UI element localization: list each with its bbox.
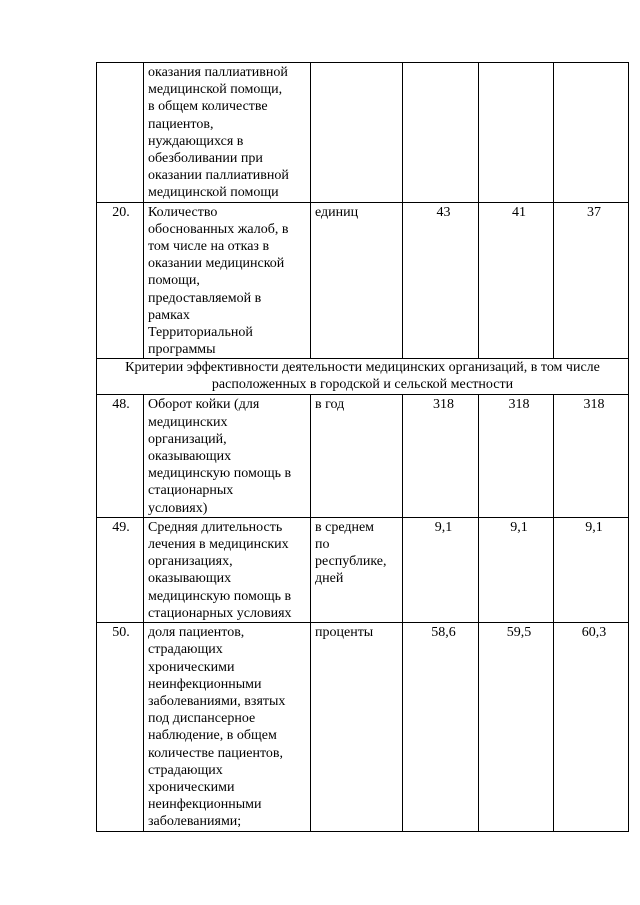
table-row [97, 517, 629, 622]
indicator-name: оказания паллиативной медицинской помощи, в общем количестве пациентов, нуждающихся в обезболивании при оказании паллиативной медицинской помощи [144, 63, 311, 203]
value-year-2 [479, 63, 554, 203]
indicator-name: доля пациентов, страдающих хроническими неинфекционными заболеваниями, взятых под диспансерное наблюдение, в общем количестве пациентов, страдающих хроническими неинфекционными заболеваниями; [144, 623, 311, 831]
value-year-2: 41 [479, 202, 554, 359]
row-number: 49. [97, 517, 144, 622]
indicators-table [96, 62, 629, 832]
value-year-2: 59,5 [479, 623, 554, 831]
row-number: 20. [97, 202, 144, 359]
unit-of-measure: единиц [311, 202, 403, 359]
value-year-1: 9,1 [403, 517, 479, 622]
row-number: 48. [97, 395, 144, 517]
value-year-1: 318 [403, 395, 479, 517]
indicator-name: Оборот койки (для медицинских организаций, оказывающих медицинскую помощь в стационарных условиях) [144, 395, 311, 517]
value-year-3: 9,1 [554, 517, 629, 622]
value-year-1: 58,6 [403, 623, 479, 831]
value-year-3: 37 [554, 202, 629, 359]
table-row [97, 395, 629, 517]
value-year-2: 9,1 [479, 517, 554, 622]
unit-of-measure: проценты [311, 623, 403, 831]
value-year-3: 60,3 [554, 623, 629, 831]
value-year-1: 43 [403, 202, 479, 359]
table-row [97, 623, 629, 831]
unit-of-measure: в среднем по республике, дней [311, 517, 403, 622]
table-row [97, 63, 629, 203]
value-year-3 [554, 63, 629, 203]
value-year-3: 318 [554, 395, 629, 517]
indicator-name: Количество обоснованных жалоб, в том числе на отказ в оказании медицинской помощи, предоставляемой в рамках Территориальной программы [144, 202, 311, 359]
indicator-name: Средняя длительность лечения в медицинских организациях, оказывающих медицинскую помощь в стационарных условиях [144, 517, 311, 622]
row-number [97, 63, 144, 203]
unit-of-measure: в год [311, 395, 403, 517]
unit-of-measure [311, 63, 403, 203]
section-header-row [97, 359, 629, 395]
section-title: Критерии эффективности деятельности медицинских организаций, в том числе расположенных в городской и сельской местности [97, 359, 629, 395]
value-year-1 [403, 63, 479, 203]
document-page [96, 62, 629, 832]
row-number: 50. [97, 623, 144, 831]
table-row [97, 202, 629, 359]
value-year-2: 318 [479, 395, 554, 517]
